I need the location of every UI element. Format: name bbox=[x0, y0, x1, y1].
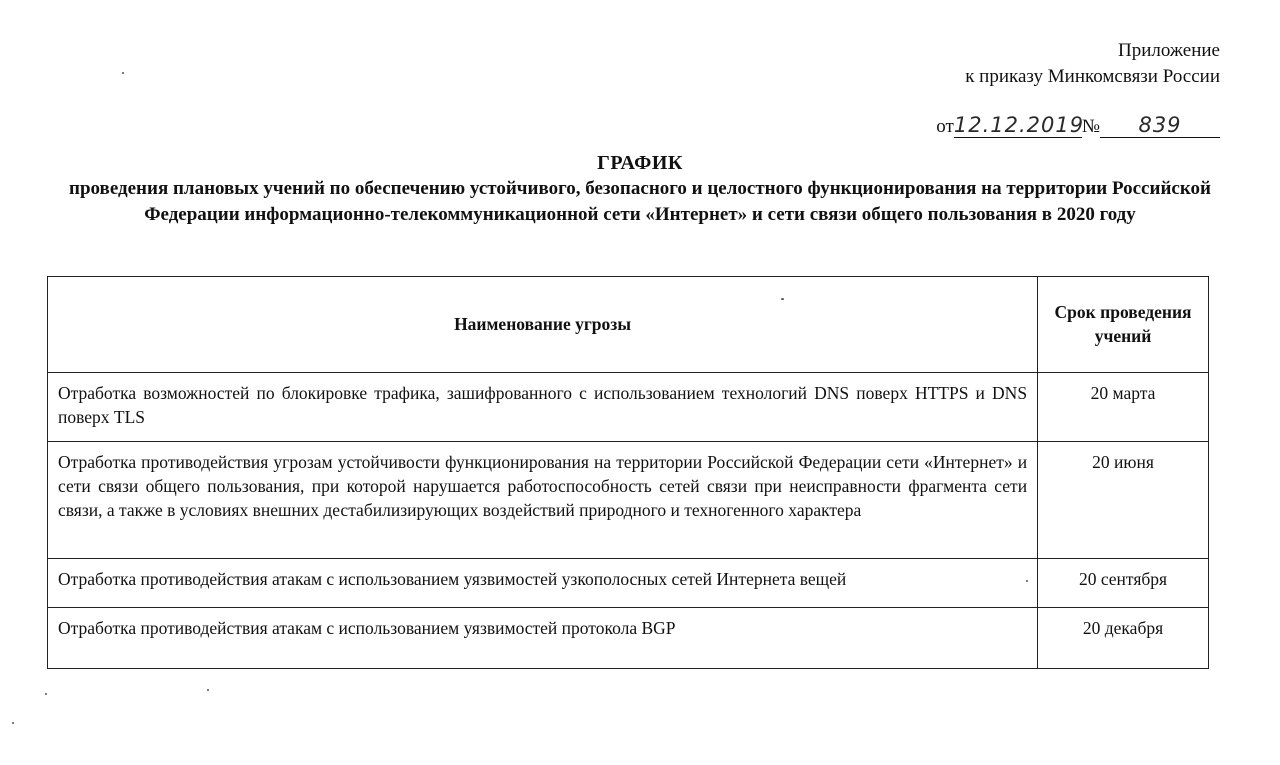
scan-speck bbox=[207, 689, 209, 691]
threat-cell: Отработка возможностей по блокировке трафика, зашифрованного с использованием технологий DNS поверх HTTPS и DNS поверх TLS bbox=[48, 373, 1038, 442]
order-date-prefix: от bbox=[936, 116, 954, 137]
table-row bbox=[48, 559, 1209, 608]
date-cell: 20 сентября bbox=[1038, 559, 1209, 608]
order-number-handwritten: 839 bbox=[1100, 113, 1220, 138]
scan-speck bbox=[12, 722, 14, 724]
table-row bbox=[48, 373, 1209, 442]
threat-cell: Отработка противодействия угрозам устойчивости функционирования на территории Российской Федерации сети «Интернет» и сети связи общего пользования, при которой нарушается работоспособность сетей связи при неисправности фрагмента сети связи, а также в условиях внешних дестабилизирующих воздействий природного и техногенного характера bbox=[48, 442, 1038, 559]
appendix-header bbox=[965, 38, 1220, 90]
order-number-prefix: № bbox=[1081, 116, 1100, 137]
order-date-number-line bbox=[936, 112, 1220, 138]
document-title: ГРАФИК bbox=[597, 152, 683, 174]
exercise-schedule-table bbox=[47, 276, 1209, 669]
header-exercise-date: Срок проведения учений bbox=[1038, 277, 1209, 373]
header-threat-name: Наименование угрозы bbox=[48, 277, 1038, 373]
date-cell: 20 июня bbox=[1038, 442, 1209, 559]
table-row bbox=[48, 442, 1209, 559]
table-header-row bbox=[48, 277, 1209, 373]
table-row bbox=[48, 608, 1209, 669]
order-date-handwritten: 12.12.2019 bbox=[953, 113, 1085, 137]
threat-cell: Отработка противодействия атакам с использованием уязвимостей протокола BGP bbox=[48, 608, 1038, 669]
appendix-order-reference: к приказу Минкомсвязи России bbox=[965, 66, 1220, 87]
document-title-block bbox=[40, 150, 1240, 228]
scan-speck bbox=[45, 693, 47, 695]
document-subtitle: проведения плановых учений по обеспечению устойчивого, безопасного и целостного функционирования на территории Российской Федерации информационно-телекоммуникационной сети «Интернет» и сети связи общего пользования в 2020 году bbox=[69, 178, 1211, 225]
threat-cell: Отработка противодействия атакам с использованием уязвимостей узкополосных сетей Интернета вещей bbox=[48, 559, 1038, 608]
scan-speck bbox=[1026, 580, 1028, 582]
appendix-label: Приложение bbox=[1118, 40, 1220, 61]
date-cell: 20 марта bbox=[1038, 373, 1209, 442]
scan-speck bbox=[781, 298, 784, 300]
date-cell: 20 декабря bbox=[1038, 608, 1209, 669]
scan-speck bbox=[122, 72, 124, 74]
